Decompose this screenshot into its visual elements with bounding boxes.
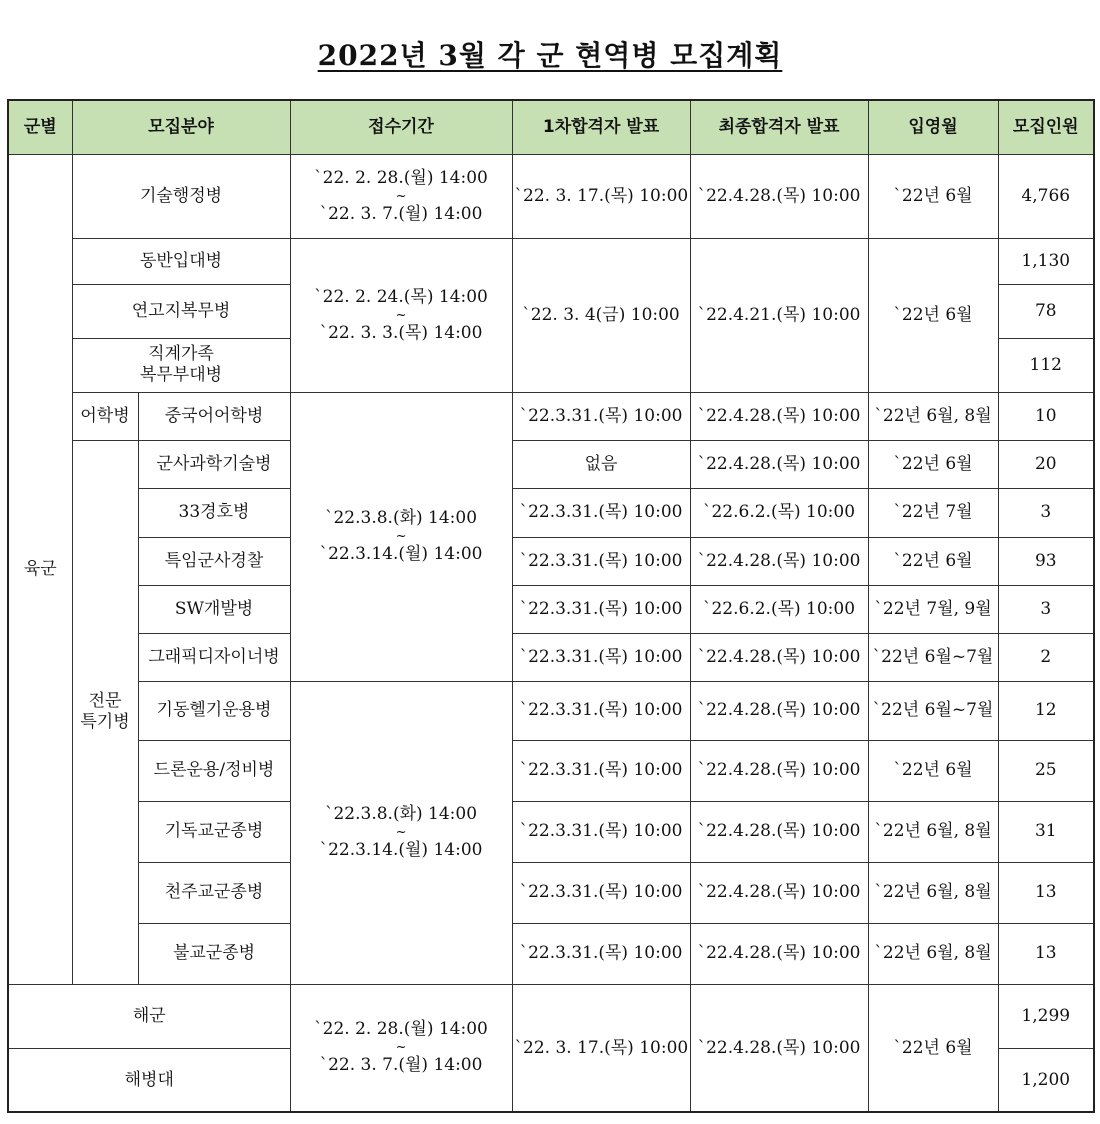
count-cell: 13 (998, 862, 1094, 923)
final-announce-cell: `22.6.2.(목) 10:00 (690, 585, 868, 633)
header-field: 모집분야 (72, 100, 290, 154)
header-row (8, 100, 1094, 154)
period-cell (290, 984, 512, 1112)
field-cell: 그래픽디자이너병 (138, 633, 290, 681)
period-end: `22. 3. 3.(목) 14:00 (319, 322, 483, 343)
header-period: 접수기간 (290, 100, 512, 154)
first-announce-cell: `22. 3. 17.(목) 10:00 (512, 984, 690, 1112)
count-cell: 78 (998, 284, 1094, 338)
count-cell: 13 (998, 923, 1094, 984)
field-cell: 드론운용/정비병 (138, 740, 290, 801)
period-cell (290, 238, 512, 392)
header-count: 모집인원 (998, 100, 1094, 154)
enlist-month-cell: `22년 6월 (868, 984, 998, 1112)
enlist-month-cell: `22년 6월 (868, 238, 998, 392)
count-cell: 93 (998, 537, 1094, 585)
field-cell: 동반입대병 (72, 238, 290, 284)
period-end: `22. 3. 7.(월) 14:00 (319, 203, 483, 224)
first-announce-cell: `22.3.31.(목) 10:00 (512, 537, 690, 585)
first-announce-cell: `22.3.31.(목) 10:00 (512, 923, 690, 984)
branch-marines: 해병대 (8, 1048, 290, 1112)
table-row (8, 801, 1094, 862)
count-cell: 112 (998, 338, 1094, 392)
period-start: `22.3.8.(화) 14:00 (324, 804, 478, 825)
table-row (8, 392, 1094, 440)
field-cell: 기독교군종병 (138, 801, 290, 862)
final-announce-cell: `22.4.28.(목) 10:00 (690, 440, 868, 488)
count-cell: 2 (998, 633, 1094, 681)
enlist-month-cell: `22년 6월, 8월 (868, 801, 998, 862)
header-branch: 군별 (8, 100, 72, 154)
final-announce-cell: `22.4.28.(목) 10:00 (690, 633, 868, 681)
period-cell (290, 154, 512, 238)
enlist-month-cell: `22년 6월~7월 (868, 633, 998, 681)
table-row (8, 488, 1094, 537)
count-cell: 25 (998, 740, 1094, 801)
table-row (8, 862, 1094, 923)
enlist-month-cell: `22년 7월 (868, 488, 998, 537)
table-row (8, 923, 1094, 984)
first-announce-cell: `22.3.31.(목) 10:00 (512, 585, 690, 633)
table-row (8, 537, 1094, 585)
table-row (8, 740, 1094, 801)
count-cell: 4,766 (998, 154, 1094, 238)
page-title (0, 34, 1100, 74)
table-row (8, 633, 1094, 681)
header-first-announce: 1차합격자 발표 (512, 100, 690, 154)
field-cell: 중국어어학병 (138, 392, 290, 440)
branch-language: 어학병 (72, 392, 138, 440)
field-cell: 특임군사경찰 (138, 537, 290, 585)
period-cell (290, 681, 512, 984)
field-cell: 직계가족 복무부대병 (72, 338, 290, 392)
count-cell: 3 (998, 585, 1094, 633)
count-cell: 1,299 (998, 984, 1094, 1048)
first-announce-cell: `22.3.31.(목) 10:00 (512, 801, 690, 862)
header-final-announce: 최종합격자 발표 (690, 100, 868, 154)
period-start: `22. 2. 28.(월) 14:00 (314, 1019, 488, 1040)
period-tilde: ~ (395, 529, 407, 544)
table-row (8, 585, 1094, 633)
field-cell: SW개발병 (138, 585, 290, 633)
field-cell: 33경호병 (138, 488, 290, 537)
title-text: 2022년 3월 각 군 현역병 모집계획 (317, 39, 783, 72)
field-cell: 군사과학기술병 (138, 440, 290, 488)
recruitment-table (7, 99, 1095, 1113)
period-tilde: ~ (395, 188, 407, 204)
final-announce-cell: `22.4.28.(목) 10:00 (690, 392, 868, 440)
first-announce-cell: `22. 3. 4(금) 10:00 (512, 238, 690, 392)
period-tilde: ~ (395, 1040, 407, 1056)
branch-specialist: 전문 특기병 (72, 440, 138, 984)
field-cell: 불교군종병 (138, 923, 290, 984)
final-announce-cell: `22.4.28.(목) 10:00 (690, 537, 868, 585)
count-cell: 20 (998, 440, 1094, 488)
first-announce-cell: 없음 (512, 440, 690, 488)
field-cell: 천주교군종병 (138, 862, 290, 923)
enlist-month-cell: `22년 6월~7월 (868, 681, 998, 740)
final-announce-cell: `22.4.28.(목) 10:00 (690, 154, 868, 238)
period-end: `22.3.14.(월) 14:00 (319, 544, 483, 564)
first-announce-cell: `22.3.31.(목) 10:00 (512, 740, 690, 801)
final-announce-cell: `22.4.28.(목) 10:00 (690, 862, 868, 923)
table-row (8, 984, 1094, 1048)
field-cell: 기술행정병 (72, 154, 290, 238)
field-cell: 연고지복무병 (72, 284, 290, 338)
period-start: `22. 2. 24.(목) 14:00 (314, 286, 488, 307)
final-announce-cell: `22.4.28.(목) 10:00 (690, 984, 868, 1112)
table-row (8, 238, 1094, 284)
count-cell: 1,130 (998, 238, 1094, 284)
period-start: `22.3.8.(화) 14:00 (324, 508, 478, 529)
first-announce-cell: `22.3.31.(목) 10:00 (512, 488, 690, 537)
enlist-month-cell: `22년 6월, 8월 (868, 862, 998, 923)
field-cell: 기동헬기운용병 (138, 681, 290, 740)
count-cell: 31 (998, 801, 1094, 862)
branch-navy: 해군 (8, 984, 290, 1048)
period-tilde: ~ (395, 307, 407, 323)
count-cell: 1,200 (998, 1048, 1094, 1112)
table-row (8, 440, 1094, 488)
first-announce-cell: `22. 3. 17.(목) 10:00 (512, 154, 690, 238)
enlist-month-cell: `22년 6월, 8월 (868, 392, 998, 440)
enlist-month-cell: `22년 6월, 8월 (868, 923, 998, 984)
period-tilde: ~ (395, 825, 407, 840)
enlist-month-cell: `22년 6월 (868, 440, 998, 488)
period-cell (290, 392, 512, 681)
header-enlist-month: 입영월 (868, 100, 998, 154)
final-announce-cell: `22.4.28.(목) 10:00 (690, 923, 868, 984)
period-end: `22.3.14.(월) 14:00 (319, 840, 483, 860)
final-announce-cell: `22.4.28.(목) 10:00 (690, 740, 868, 801)
period-end: `22. 3. 7.(월) 14:00 (319, 1055, 483, 1076)
enlist-month-cell: `22년 6월 (868, 740, 998, 801)
final-announce-cell: `22.4.21.(목) 10:00 (690, 238, 868, 392)
count-cell: 10 (998, 392, 1094, 440)
final-announce-cell: `22.6.2.(목) 10:00 (690, 488, 868, 537)
count-cell: 12 (998, 681, 1094, 740)
table-row (8, 154, 1094, 238)
final-announce-cell: `22.4.28.(목) 10:00 (690, 801, 868, 862)
enlist-month-cell: `22년 6월 (868, 154, 998, 238)
enlist-month-cell: `22년 6월 (868, 537, 998, 585)
branch-army: 육군 (8, 154, 72, 984)
count-cell: 3 (998, 488, 1094, 537)
first-announce-cell: `22.3.31.(목) 10:00 (512, 862, 690, 923)
table-row (8, 681, 1094, 740)
enlist-month-cell: `22년 7월, 9월 (868, 585, 998, 633)
period-start: `22. 2. 28.(월) 14:00 (314, 167, 488, 188)
final-announce-cell: `22.4.28.(목) 10:00 (690, 681, 868, 740)
first-announce-cell: `22.3.31.(목) 10:00 (512, 392, 690, 440)
first-announce-cell: `22.3.31.(목) 10:00 (512, 633, 690, 681)
first-announce-cell: `22.3.31.(목) 10:00 (512, 681, 690, 740)
